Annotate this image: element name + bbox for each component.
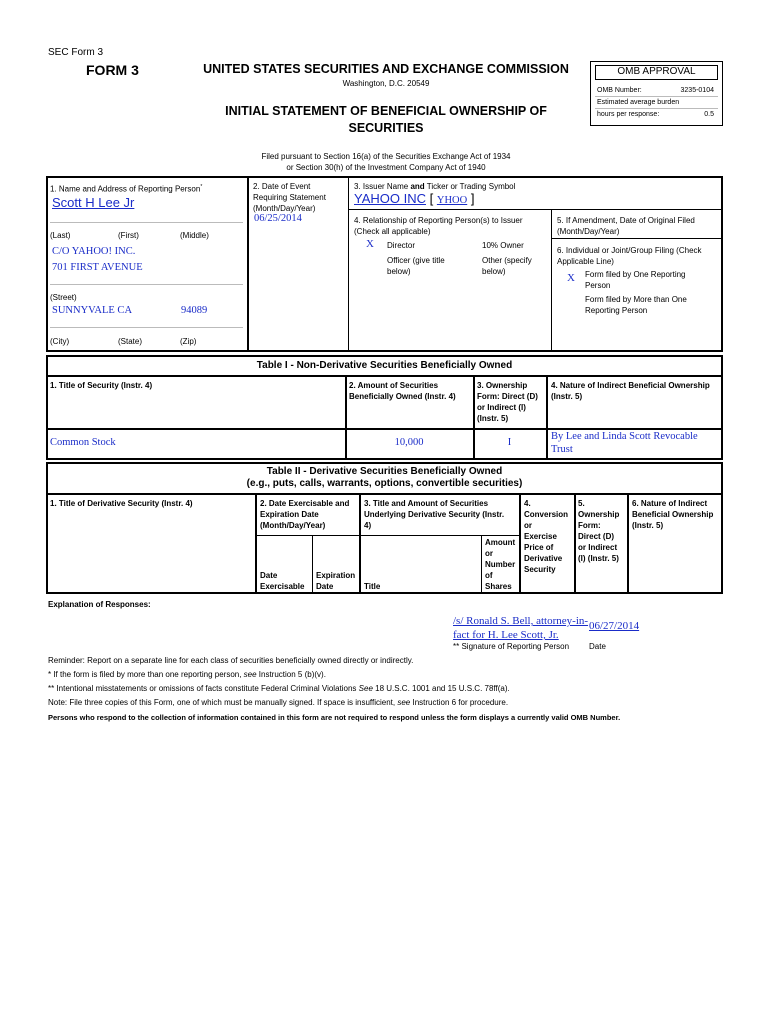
table-2-col3-header-line1: 3. Title and Amount of Securities [364,499,489,508]
omb-hours-value: 0.5 [704,111,714,118]
multiple-filers-note: * If the form is filed by more than one reporting person, see Instruction 5 (b)(v). [48,670,326,679]
reminder-note: Reminder: Report on a separate line for each class of securities beneficially owned directly or indirectly. [48,656,414,665]
omb-burden-label: Estimated average burden [597,99,680,106]
table-1-col2-header-line2: Beneficially Owned (Instr. 4) [349,392,456,401]
table-1-col3-header-line3: or Indirect (I) [477,403,526,412]
date-exercisable-subheader: Date Exercisable [260,571,305,591]
director-checkmark[interactable]: X [366,238,374,250]
event-date-label-line1: 2. Date of Event [253,182,311,191]
table-1-col4-header-line1: 4. Nature of Indirect Beneficial Ownership [551,381,710,390]
copies-note: Note: File three copies of this Form, one of which must be manually signed. If space is insufficient, see Instruction 6 for procedure. [48,698,509,707]
multiple-persons-label-line1: Form filed by More than One [585,295,687,304]
first-label: (First) [118,231,139,240]
zip-value: 94089 [181,305,208,316]
street-label: (Street) [50,293,77,302]
one-person-label-line2: Person [585,281,611,290]
expiration-date-subheader: Expiration Date [316,571,356,591]
table-1-col3-header-line1: 3. Ownership [477,381,528,390]
omb-hours-label: hours per response: [597,111,660,118]
table-2-col2-header-line3: (Month/Day/Year) [260,521,326,530]
title-subheader: Title [364,582,381,591]
bracket-close: ] [470,191,475,206]
table-2-col3-header-line3: 4) [364,521,372,530]
state-label: (State) [118,337,143,346]
table-1-ownership-form: I [507,437,512,448]
signer-line1: /s/ Ronald S. Bell, attorney-in- [453,615,589,627]
reporting-person-name[interactable]: Scott H Lee Jr [52,195,135,210]
one-person-checkmark[interactable]: X [567,272,575,284]
table-2-title-line1: Table II - Derivative Securities Beneficially Owned [266,466,503,477]
relationship-label-line1: 4. Relationship of Reporting Person(s) to Issuer [354,216,523,225]
officer-label-line1: Officer (give title [387,256,445,265]
table-1-nature-line2: Trust [551,444,573,455]
explanation-label: Explanation of Responses: [48,600,151,609]
director-label: Director [387,241,416,250]
table-1-col3-header-line4: (Instr. 5) [477,414,509,423]
table-1-col4-header-line2: (Instr. 5) [551,392,583,401]
city-label: (City) [50,337,70,346]
filing-type-label-line2: Applicable Line) [557,257,614,266]
signature-label: ** Signature of Reporting Person [453,642,570,651]
issuer-name-ticker [354,191,474,206]
filing-type-label-line1: 6. Individual or Joint/Group Filing (Check [557,246,702,255]
filed-pursuant-line2: or Section 30(h) of the Investment Company Act of 1940 [286,163,486,172]
table-2-col6-header: 6. Nature of Indirect Beneficial Ownership (Instr. 5) [632,499,714,530]
table-1-amount: 10,000 [394,437,424,448]
table-1-col1-header: 1. Title of Security (Instr. 4) [50,381,153,390]
form-title: FORM 3 [86,62,139,78]
table-2-col3-header-line2: Underlying Derivative Security (Instr. [364,510,505,519]
sec-form-label: SEC Form 3 [48,47,104,58]
event-date-label-line3: (Month/Day/Year) [253,204,316,213]
misstatements-note: ** Intentional misstatements or omissions of facts constitute Federal Criminal Violations See 18 U.S.C. 1001 and 15 U.S.C. 78ff(a). [48,684,510,693]
address-line1: C/O YAHOO! INC. [52,246,136,257]
address-line2: 701 FIRST AVENUE [52,262,143,273]
bracket-open: [ [429,191,434,206]
other-label-line1: Other (specify [482,256,532,265]
table-2-col2-header-line1: 2. Date Exercisable and [260,499,350,508]
reporting-person-label: 1. Name and Address of Reporting Person* [50,184,203,194]
table-2-col4-header: 4. Conversion or Exercise Price of Derivative Security [524,499,569,574]
table-1-nature-line1: By Lee and Linda Scott Revocable [551,431,698,442]
relationship-label-line2: (Check all applicable) [354,227,431,236]
omb-number-label: OMB Number: [597,87,642,94]
omb-number-value: 3235-0104 [680,87,714,94]
table-2-col1-header: 1. Title of Derivative Security (Instr. 4) [50,499,193,508]
one-person-label-line1: Form filed by One Reporting [585,270,686,279]
middle-label: (Middle) [180,231,209,240]
issuer-name[interactable]: YAHOO INC [354,191,426,206]
officer-label-line2: below) [387,267,411,276]
agency-name: UNITED STATES SECURITIES AND EXCHANGE COMMISSION [203,62,569,76]
omb-persons-note: Persons who respond to the collection of information contained in this form are not required to respond unless the form displays a currently valid OMB Number. [48,713,621,722]
omb-title: OMB APPROVAL [617,66,696,77]
statement-title-line2: SECURITIES [348,121,424,135]
table-1-security-title: Common Stock [50,437,116,448]
asterisk-marker: * [200,184,203,190]
other-label-line2: below) [482,267,506,276]
table-2-title-line2: (e.g., puts, calls, warrants, options, convertible securities) [246,478,523,489]
city-value: SUNNYVALE CA [52,305,133,316]
statement-title-line1: INITIAL STATEMENT OF BENEFICIAL OWNERSHIP OF [225,104,547,118]
last-label: (Last) [50,231,71,240]
event-date-label-line2: Requiring Statement [253,193,326,202]
table-2-col2-header-line2: Expiration Date [260,510,319,519]
zip-label: (Zip) [180,337,197,346]
ten-percent-owner-label: 10% Owner [482,241,524,250]
signature-block[interactable] [453,614,588,642]
filed-pursuant-line1: Filed pursuant to Section 16(a) of the Securities Exchange Act of 1934 [261,152,511,161]
signature-date: 06/27/2014 [589,620,640,632]
ticker-symbol[interactable]: YHOO [436,195,468,206]
table-1-col3-header-line2: Form: Direct (D) [477,392,538,401]
table-1-col2-header-line1: 2. Amount of Securities [349,381,439,390]
issuer-label: 3. Issuer Name and Ticker or Trading Symbol [354,182,516,191]
signer-line2: fact for H. Lee Scott, Jr. [453,629,559,641]
multiple-persons-label-line2: Reporting Person [585,306,648,315]
amendment-label-line1: 5. If Amendment, Date of Original Filed [557,216,695,225]
date-label: Date [589,642,606,651]
agency-location: Washington, D.C. 20549 [342,79,430,88]
event-date-value: 06/25/2014 [254,213,302,224]
amendment-label-line2: (Month/Day/Year) [557,227,620,236]
amount-shares-subheader: Amount or Number of Shares [485,538,516,591]
table-2-col5-header: 5. Ownership Form: Direct (D) or Indirect (I) (Instr. 5) [578,499,620,563]
table-1-title: Table I - Non-Derivative Securities Beneficially Owned [256,360,513,371]
